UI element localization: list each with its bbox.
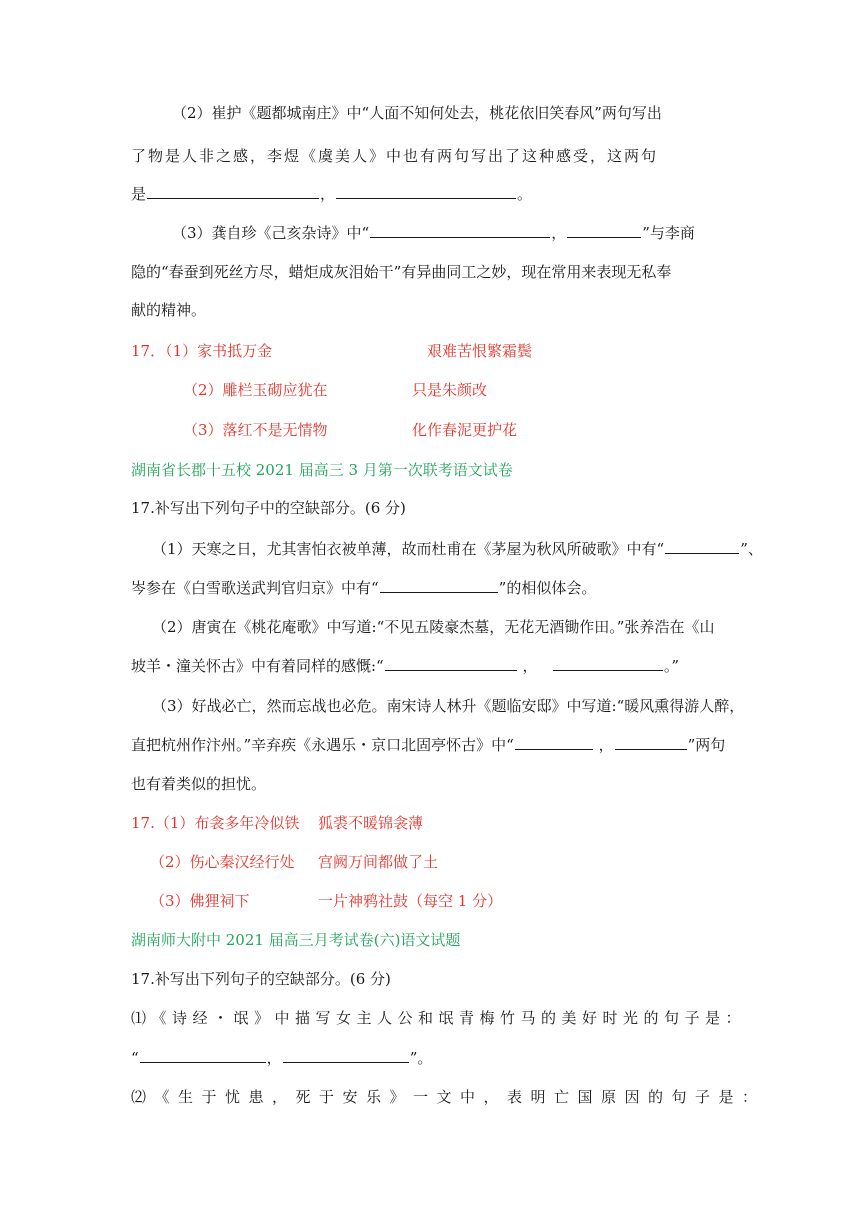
answer-blank[interactable]: [370, 223, 550, 238]
answer-a: 落红不是无情物: [222, 421, 328, 439]
period: 。: [517, 185, 533, 203]
answer-a: 布衾多年冷似铁: [194, 814, 300, 832]
answer-b: [318, 813, 423, 833]
answer-part: （2）: [150, 853, 190, 871]
answer-blank[interactable]: [567, 223, 641, 238]
comma: ，: [266, 1049, 282, 1067]
comma: ，: [522, 657, 538, 675]
comma: ，: [551, 224, 567, 242]
answer-number: 17．: [131, 342, 166, 360]
q2-text: （2）崔护《题都城南庄》中“人面不知何处去，桃花依旧笑春风”两句写出: [172, 104, 662, 122]
answer-a: 佛狸祠下: [189, 892, 250, 910]
answer-b: [318, 852, 438, 872]
q3-text-3: 也有着类似的担忧。: [131, 775, 267, 793]
q3-text-3: 献的精神。: [131, 301, 207, 319]
q1-text: （1）天寒之日，尤其害怕衣被单薄，故而杜甫在《茅屋为秋风所破歌》中有“: [152, 540, 665, 558]
answer-row: [183, 380, 328, 400]
q3-line-3: [131, 300, 206, 320]
answer-b-text: 艰难苦恨繁霜鬓: [427, 342, 533, 360]
answer-blank[interactable]: [380, 578, 498, 593]
question-header: [131, 969, 391, 989]
answer-number: 17.: [131, 814, 155, 832]
q2-text-2: 了物是人非之感，李煜《虞美人》中也有两句写出了这种感受，这两句: [131, 147, 659, 165]
answer-blank[interactable]: [147, 184, 319, 199]
q1-line-2: [131, 578, 596, 598]
answer-row: [150, 852, 295, 872]
answer-part: （1）: [154, 814, 195, 832]
source-title: [131, 460, 513, 480]
answer-part: （3）: [150, 892, 190, 910]
question-header-text: 17.补写出下列句子中的空缺部分。(6 分): [131, 499, 406, 517]
answer-a: 雕栏玉砌应犹在: [222, 381, 328, 399]
q2-line-1: [172, 103, 662, 123]
answer-b: [412, 380, 487, 400]
q2-line-1: [131, 1087, 766, 1107]
q1-line-2: [131, 1048, 432, 1068]
answer-blank[interactable]: [336, 184, 516, 199]
answer-row: [183, 420, 328, 440]
answer-blank[interactable]: [385, 656, 517, 671]
answer-row: [131, 341, 272, 361]
q3-text-2-end: ”两句: [687, 736, 726, 754]
q3-text: （3）好战必亡，然而忘战也必危。南宋诗人林升《题临安邸》中写道:“暖风熏得游人醉，: [152, 697, 745, 715]
answer-blank[interactable]: [515, 735, 593, 750]
answer-part: （3）: [183, 421, 223, 439]
q2-text: （2）唐寅在《桃花庵歌》中写道:“不见五陵豪杰墓，无花无酒锄作田。”张养浩在《山: [152, 618, 715, 636]
q2-line-2: [131, 656, 679, 676]
quote-close: ”。: [409, 1049, 433, 1067]
q1-text-2: 岑参在《白雪歌送武判官归京》中有“: [131, 579, 379, 597]
q1-line-1: [131, 1008, 746, 1028]
comma: ，: [598, 736, 614, 754]
q3-line-2: [131, 262, 671, 282]
answer-b-text: 化作春泥更护花: [412, 421, 518, 439]
source-title-text: 湖南省长郡十五校 2021 届高三 3 月第一次联考语文试卷: [131, 461, 513, 479]
q3-line-1: [152, 696, 744, 716]
q1-text: ⑴《诗经・氓》中描写女主人公和氓青梅竹马的美好时光的句子是：: [131, 1009, 747, 1027]
answer-blank[interactable]: [665, 539, 739, 554]
answer-blank[interactable]: [140, 1048, 266, 1063]
answer-b: [427, 341, 532, 361]
question-header-text: 17.补写出下列句子的空缺部分。(6 分): [131, 970, 391, 988]
q1-text-end: ”、: [740, 540, 763, 558]
answer-blank[interactable]: [283, 1048, 409, 1063]
q2-line-1: [152, 617, 714, 637]
comma: ，: [320, 185, 336, 203]
q2-text-3: 是: [131, 185, 147, 203]
q2-line-2: [131, 146, 658, 166]
answer-b-text: 宫阙万间都做了土: [318, 853, 439, 871]
q3-text-2: 直把杭州作汴州。”辛弃疾《永遇乐・京口北固亭怀古》中“: [131, 736, 514, 754]
answer-b-text: 狐裘不暖锦衾薄: [318, 814, 424, 832]
answer-b-text: 只是朱颜改: [412, 381, 488, 399]
q2-text: ⑵《生于忧患，死于安乐》一文中，表明亡国原因的句子是：: [131, 1088, 766, 1106]
q1-text-2-end: ”的相似体会。: [498, 579, 597, 597]
answer-a: 伤心秦汉经行处: [189, 853, 295, 871]
q3-line-3: [131, 774, 266, 794]
q2-text-2-end: 。”: [663, 657, 680, 675]
source-title: [131, 930, 460, 950]
source-title-text: 湖南师大附中 2021 届高三月考试卷(六)语文试题: [131, 931, 461, 949]
q3-line-2: [131, 735, 725, 755]
q3-text: （3）龚自珍《己亥杂诗》中“: [172, 224, 370, 242]
answer-b: [412, 420, 517, 440]
answer-blank[interactable]: [553, 656, 663, 671]
answer-row: [131, 813, 299, 833]
q2-line-3: [131, 184, 532, 204]
answer-part: （2）: [183, 381, 223, 399]
question-header: [131, 498, 406, 518]
q3-text-end: ”与李商: [642, 224, 695, 242]
answer-b-text: 一片神鸦社鼓（每空 1 分）: [318, 892, 503, 910]
q1-line-1: [152, 539, 763, 559]
answer-a: 家书抵万金: [197, 342, 273, 360]
answer-b: [318, 891, 502, 911]
q2-text-2: 坡羊・潼关怀古》中有着同样的感慨:“: [131, 657, 384, 675]
answer-row: [150, 891, 250, 911]
q3-line-1: [172, 223, 695, 243]
answer-blank[interactable]: [615, 735, 687, 750]
q3-text-2: 隐的“春蚕到死丝方尽，蜡炬成灰泪始干”有异曲同工之妙，现在常用来表现无私奉: [131, 263, 672, 281]
quote-open: “: [131, 1049, 139, 1067]
answer-part: （1）: [165, 342, 198, 360]
